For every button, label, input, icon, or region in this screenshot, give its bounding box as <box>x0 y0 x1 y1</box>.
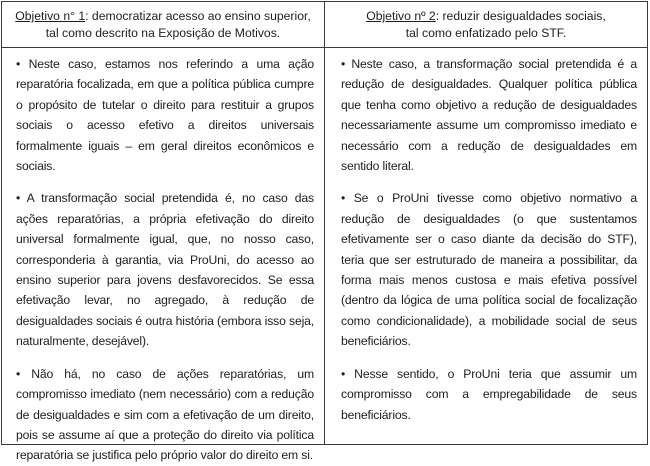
objective-1-title-line-2: tal como descrito na Exposição de Motivos. <box>45 26 281 40</box>
objective-1-bullet: • Neste caso, estamos nos referindo a uma ação reparatória focalizada, em que a política pública cumpre o propósito de tutelar o direito para restituir a grupos sociais o acesso efetivo a direitos universais formalmente iguais – em geral direitos econômicos e sociais. <box>16 57 314 174</box>
objective-1-bullet: • Não há, no caso de ações reparatórias, um compromisso imediato (nem necessário) com a redução de desigualdades e sim com a efetivação de um direito, pois se assume aí que a proteção do direito via política reparatória se justifica pelo próprio valor do direito em si. <box>16 366 314 463</box>
objective-1-header <box>2 2 324 47</box>
objective-2-title-line-2: tal como enfatizado pelo STF. <box>405 26 567 40</box>
objective-2-bullet: • Neste caso, a transformação social pretendida é a redução de desigualdades. Qualquer política pública que tenha como objetivo a redução de desigualdades necessariamente assume um compromisso imediato e necessário com a redução de desigualdades em sentido literal. <box>341 57 637 174</box>
objective-1-title-line-1 <box>15 8 311 25</box>
objective-1-label: Objetivo n° 1 <box>15 9 86 23</box>
comparison-table <box>1 1 648 463</box>
objective-2-bullet: • Nesse sentido, o ProUni teria que assumir um compromisso com a empregabilidade de seus beneficiários. <box>341 366 637 422</box>
objective-1-bullet: • A transformação social pretendida é, no caso das ações reparatórias, a própria efetivação do direito universal formalmente igual, que, no nosso caso, corresponderia à garantia, via ProUni, do acesso ao ensino superior para jovens desfavorecidos. Se essa efetivação levar, no agregado, à redução de desigualdades sociais é outra história (embora isso seja, naturalmente, desejável). <box>16 191 314 349</box>
objective-1-title-text: : democratizar acesso ao ensino superior, <box>85 9 311 23</box>
objective-2-title-text: : reduzir desigualdades sociais, <box>435 9 606 23</box>
objective-2-bullet: • Se o ProUni tivesse como objetivo normativo a redução de desigualdades (o que sustentamos efetivamente ser o caso diante da decisão do STF), teria que ser estruturado de maneira a possibilitar, da forma mais menos custosa e mais efetiva possível (dentro da lógica de uma política social de focalização como condicionalidade), a mobilidade social de seus beneficiários. <box>341 191 637 349</box>
objective-2-label: Objetivo nº 2 <box>366 9 436 23</box>
objective-2-header <box>325 2 647 47</box>
objective-2-title-line-1 <box>366 8 606 25</box>
objective-1-body <box>2 48 324 463</box>
objective-2-body <box>325 48 647 444</box>
